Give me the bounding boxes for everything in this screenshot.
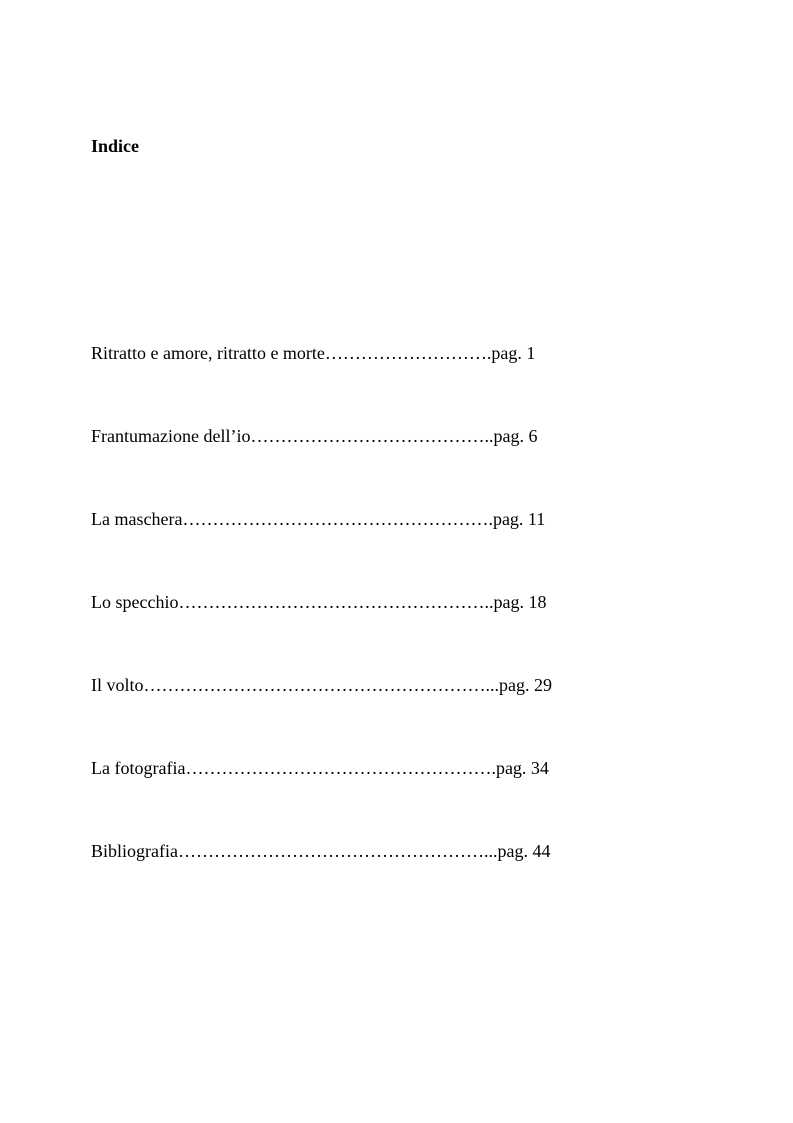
toc-entry xyxy=(91,424,552,507)
index-title: Indice xyxy=(91,136,140,156)
toc-entry-text: Frantumazione dell’io…………………………………..pag. 6 xyxy=(91,426,538,446)
toc-entry-text: Lo specchio……………………………………………..pag. 18 xyxy=(91,592,547,612)
toc-entry-text: Bibliografia……………………………………………...pag. 44 xyxy=(91,841,551,861)
toc-entry-text: Il volto…………………………………………………...pag. 29 xyxy=(91,675,552,695)
toc-entry xyxy=(91,507,552,590)
toc-entry xyxy=(91,590,552,673)
toc-entry-text: La fotografia…………………………………………….pag. 34 xyxy=(91,758,549,778)
toc-entry xyxy=(91,673,552,756)
table-of-contents xyxy=(91,341,552,922)
toc-entry xyxy=(91,839,552,922)
toc-entry xyxy=(91,341,552,424)
toc-entry-text: La maschera…………………………………………….pag. 11 xyxy=(91,509,546,529)
toc-entry xyxy=(91,756,552,839)
toc-entry-text: Ritratto e amore, ritratto e morte……………………….pag. 1 xyxy=(91,343,536,363)
